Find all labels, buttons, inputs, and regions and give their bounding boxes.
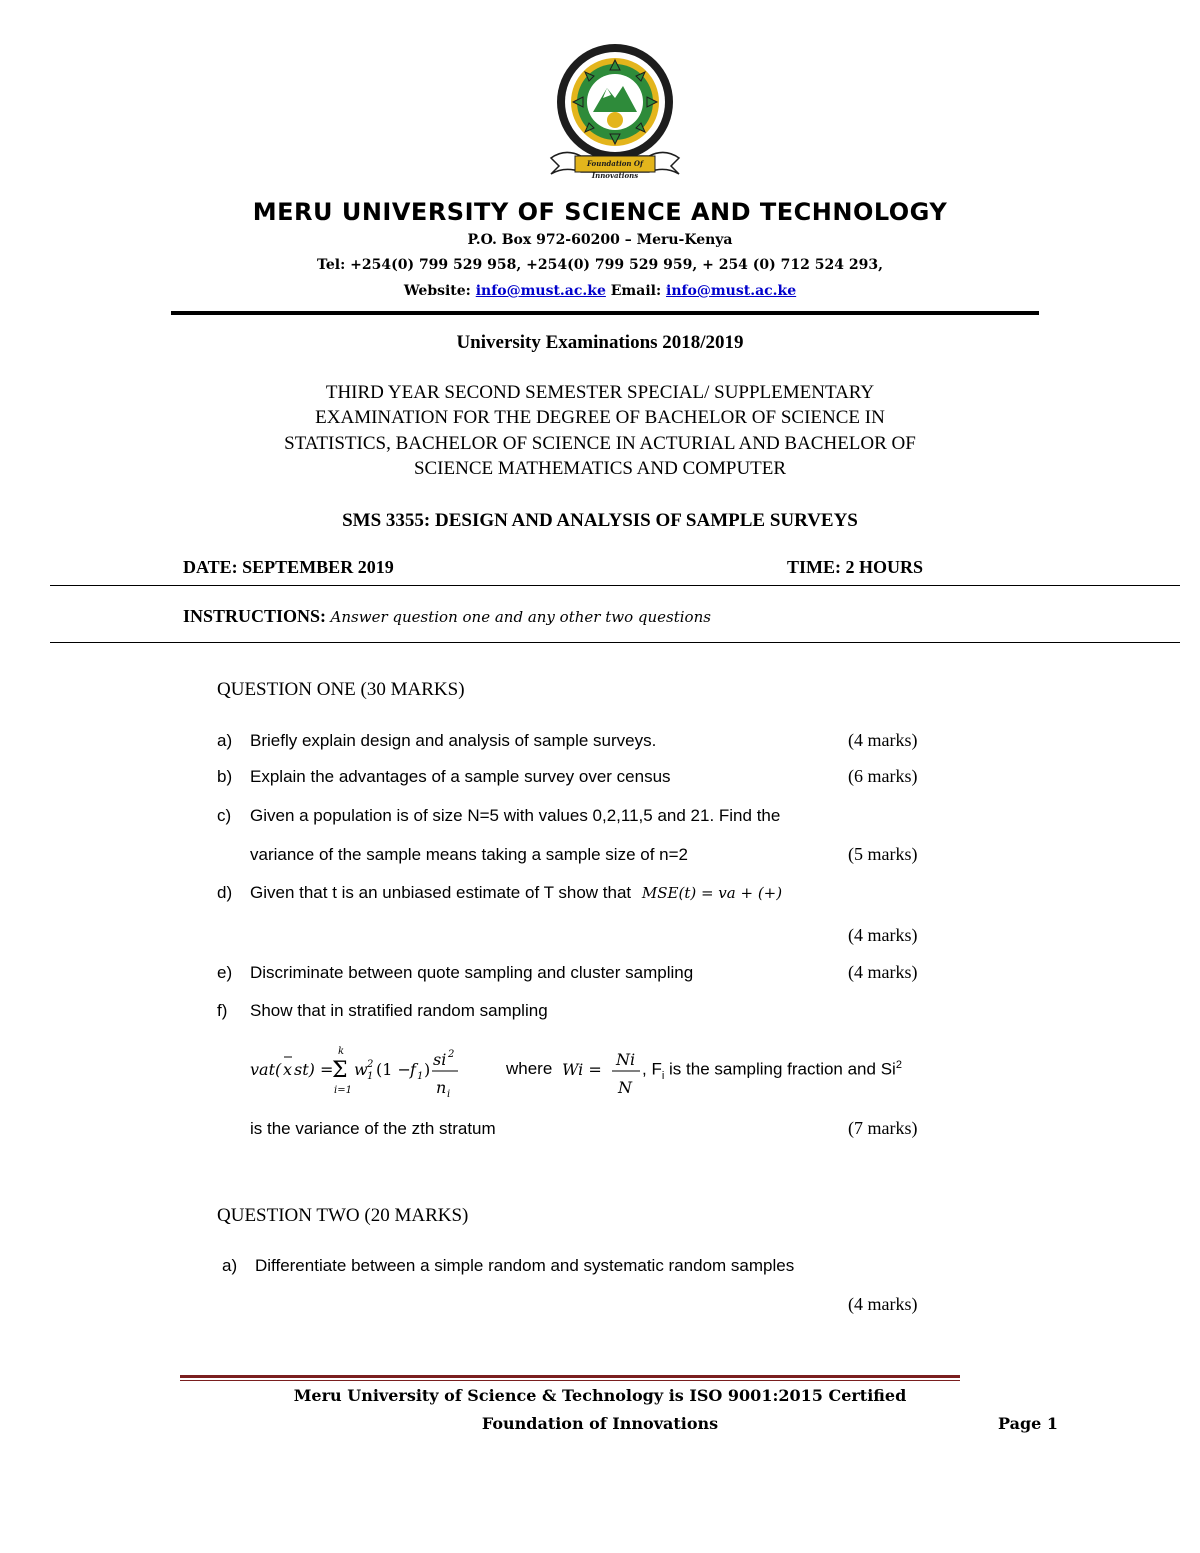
formula-tail: , F: [642, 1059, 662, 1079]
svg-text:w: w: [354, 1060, 368, 1079]
item-text-continued: is the variance of the zth stratum: [250, 1119, 496, 1138]
logo-motto: Foundation Of Innovations: [586, 159, 644, 180]
item-marks: (4 marks): [848, 1294, 918, 1314]
item-text: Differentiate between a simple random and systematic random samples: [255, 1256, 795, 1275]
item-text: Discriminate between quote sampling and cluster sampling: [250, 963, 694, 982]
svg-text:N: N: [618, 1078, 632, 1097]
weight-equation-icon: [560, 1035, 650, 1105]
item-text: Briefly explain design and analysis of sample surveys.: [250, 731, 657, 750]
item-label: c): [217, 806, 232, 825]
svg-text:Wi =: Wi =: [562, 1060, 602, 1079]
svg-text:2: 2: [367, 1059, 374, 1070]
exam-subtitle-line: STATISTICS, BACHELOR OF SCIENCE IN ACTURIAL AND BACHELOR OF: [284, 433, 916, 454]
divider: [50, 585, 1180, 586]
formula-where: where: [506, 1059, 553, 1078]
svg-text:Σ: Σ: [332, 1058, 348, 1083]
exam-subtitle-line: EXAMINATION FOR THE DEGREE OF BACHELOR OF SCIENCE IN: [315, 407, 885, 428]
item-label: f): [217, 1001, 228, 1020]
exam-date: DATE: SEPTEMBER 2019: [183, 557, 394, 577]
formula-explanation: [642, 1059, 902, 1082]
question-one-heading: QUESTION ONE (30 MARKS): [217, 679, 465, 700]
item-label: d): [217, 883, 233, 902]
item-marks: (7 marks): [848, 1118, 918, 1138]
exam-title: University Examinations 2018/2019: [456, 332, 744, 353]
item-label: a): [217, 731, 233, 750]
page-number: Page 1: [998, 1414, 1059, 1433]
mse-formula: MSE(t) = va + (+): [641, 884, 783, 902]
item-label: b): [217, 767, 233, 786]
item-marks: (6 marks): [848, 766, 918, 786]
instructions-text: Answer question one and any other two questions: [330, 608, 711, 626]
svg-text:i=1: i=1: [334, 1085, 352, 1096]
exam-time: TIME: 2 HOURS: [787, 557, 924, 577]
question-two-heading: QUESTION TWO (20 MARKS): [217, 1205, 469, 1226]
contact-line: [0, 283, 1200, 299]
item-text: Show that in stratified random sampling: [250, 1001, 548, 1020]
formula-subscript: i: [661, 1070, 665, 1083]
instructions: [183, 606, 711, 627]
email-label: Email:: [610, 283, 662, 299]
website-link[interactable]: info@must.ac.ke: [475, 283, 606, 299]
svg-text:1: 1: [367, 1071, 374, 1082]
item-label: a): [222, 1256, 238, 1275]
course-title: SMS 3355: DESIGN AND ANALYSIS OF SAMPLE SURVEYS: [342, 510, 858, 531]
svg-text:1: 1: [417, 1071, 424, 1082]
svg-text:k: k: [338, 1046, 345, 1057]
svg-text:vat(: vat(: [250, 1060, 282, 1079]
svg-text:2: 2: [448, 1049, 455, 1060]
exam-subtitle-line: SCIENCE MATHEMATICS AND COMPUTER: [413, 458, 787, 479]
item-text: Given a population is of size N=5 with values 0,2,11,5 and 21. Find the: [250, 806, 781, 825]
item-text-body: Given that t is an unbiased estimate of T show that: [250, 883, 632, 902]
formula-superscript: 2: [895, 1059, 902, 1071]
svg-text:st) =: st) =: [294, 1060, 334, 1079]
item-marks: (4 marks): [848, 730, 918, 750]
variance-equation-icon: [250, 1035, 500, 1105]
svg-text:f: f: [410, 1060, 416, 1079]
header-divider: [171, 311, 1039, 315]
svg-text:n: n: [436, 1078, 447, 1097]
divider: [50, 642, 1180, 643]
footer-divider: [180, 1375, 960, 1378]
website-label: Website:: [403, 283, 471, 299]
telephone-numbers: Tel: +254(0) 799 529 958, +254(0) 799 529 959, + 254 (0) 712 524 293,: [317, 257, 883, 273]
item-marks: (4 marks): [848, 962, 918, 982]
stratified-variance-formula: [250, 1035, 1010, 1105]
svg-text:(1 −: (1 −: [376, 1060, 411, 1079]
item-text: [250, 883, 782, 903]
svg-text:x: x: [283, 1060, 293, 1079]
item-text-continued: variance of the sample means taking a sample size of n=2: [250, 845, 688, 864]
postal-address: P.O. Box 972-60200 – Meru-Kenya: [467, 232, 733, 248]
email-link[interactable]: info@must.ac.ke: [666, 283, 797, 299]
formula-tail-text: is the sampling fraction and Si: [664, 1059, 896, 1079]
item-text: Explain the advantages of a sample survey over census: [250, 767, 671, 786]
svg-text:si: si: [433, 1050, 447, 1069]
footer-motto: Foundation of Innovations: [481, 1414, 719, 1433]
item-marks: (5 marks): [848, 844, 918, 864]
item-label: e): [217, 963, 233, 982]
svg-text:i: i: [447, 1089, 451, 1100]
footer-divider: [180, 1380, 960, 1381]
svg-text:): ): [424, 1060, 431, 1079]
exam-subtitle-line: THIRD YEAR SECOND SEMESTER SPECIAL/ SUPPLEMENTARY: [325, 382, 875, 403]
university-logo: [545, 40, 685, 190]
university-name: MERU UNIVERSITY OF SCIENCE AND TECHNOLOGY: [252, 198, 948, 226]
instructions-label: INSTRUCTIONS:: [183, 606, 327, 626]
svg-text:Ni: Ni: [616, 1050, 636, 1069]
footer-certification: Meru University of Science & Technology is ISO 9001:2015 Certified: [293, 1386, 907, 1405]
item-marks: (4 marks): [848, 925, 918, 945]
